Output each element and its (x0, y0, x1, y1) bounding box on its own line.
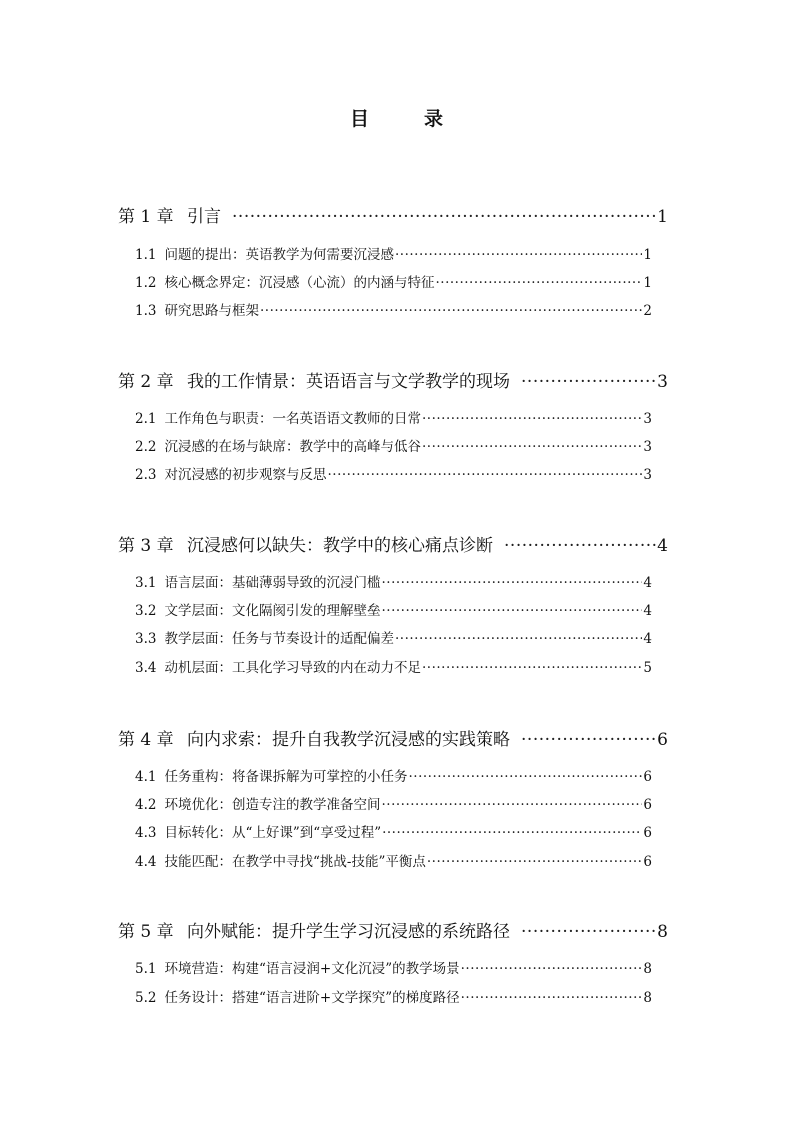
toc-section-entry[interactable] (135, 957, 652, 977)
section-number: 3.1 (135, 575, 157, 591)
section-title: 环境营造：构建“语言浸润+文化沉浸”的教学场景 (164, 961, 460, 977)
page-number: 4 (643, 603, 652, 619)
toc-chapter-entry[interactable] (118, 202, 668, 227)
dot-leader (521, 372, 656, 392)
toc-section-entry[interactable] (135, 986, 652, 1006)
dot-leader (521, 730, 656, 750)
dot-leader (395, 631, 642, 647)
section-title: 沉浸感的在场与缺席：教学中的高峰与低谷 (164, 439, 421, 455)
dot-leader (232, 207, 656, 227)
section-title: 对沉浸感的初步观察与反思 (164, 467, 327, 483)
toc-title: 目 录 (349, 108, 461, 130)
dot-leader (381, 575, 642, 591)
section-label (135, 435, 421, 455)
section-label (135, 656, 421, 676)
toc-section-entry[interactable] (135, 407, 652, 427)
dot-leader (461, 990, 643, 1006)
chapter-label (118, 202, 231, 227)
chapter-number: 第 2 章 (118, 372, 174, 392)
section-title: 动机层面：工具化学习导致的内在动力不足 (164, 660, 421, 676)
toc-section-entry[interactable] (135, 850, 652, 870)
section-label (135, 407, 421, 427)
section-title: 任务设计：搭建“语言进阶+文学探究”的梯度路径 (164, 990, 460, 1006)
page-number: 3 (643, 411, 652, 427)
section-label (135, 571, 380, 591)
dot-leader (521, 922, 656, 942)
section-number: 4.1 (135, 769, 157, 785)
section-number: 4.2 (135, 797, 157, 813)
toc-section-entry[interactable] (135, 821, 652, 841)
page-number: 1 (643, 247, 652, 263)
dot-leader (435, 275, 642, 291)
page-number: 6 (643, 825, 652, 841)
section-label (135, 271, 434, 291)
chapter-number: 第 4 章 (118, 730, 174, 750)
section-title: 文学层面：文化隔阂引发的理解壁垒 (164, 603, 381, 619)
chapter-title: 我的工作情景：英语语言与文学教学的现场 (187, 372, 511, 392)
dot-leader (422, 439, 642, 455)
toc-section-entry[interactable] (135, 271, 652, 291)
page-number: 6 (643, 797, 652, 813)
section-label (135, 599, 380, 619)
section-title: 语言层面：基础薄弱导致的沉浸门槛 (164, 575, 381, 591)
dot-leader (461, 961, 643, 977)
toc-section-entry[interactable] (135, 793, 652, 813)
toc-section-entry[interactable] (135, 463, 652, 483)
section-number: 4.3 (135, 825, 157, 841)
page-number: 3 (657, 372, 668, 392)
section-title: 工作角色与职责：一名英语语文教师的日常 (164, 411, 421, 427)
section-label (135, 463, 326, 483)
toc-chapter-entry[interactable] (118, 367, 668, 392)
toc-chapter-entry[interactable] (118, 531, 668, 556)
section-label (135, 243, 394, 263)
section-number: 1.3 (135, 303, 157, 319)
section-title: 任务重构：将备课拆解为可掌控的小任务 (164, 769, 408, 785)
dot-leader (422, 660, 642, 676)
section-label (135, 793, 380, 813)
section-number: 2.3 (135, 467, 157, 483)
section-number: 2.1 (135, 411, 157, 427)
page-number: 6 (657, 730, 668, 750)
chapter-number: 第 1 章 (118, 207, 174, 227)
dot-leader (327, 467, 642, 483)
dot-leader (381, 797, 642, 813)
page-number: 1 (643, 275, 652, 291)
section-label (135, 299, 259, 319)
chapter-title: 沉浸感何以缺失：教学中的核心痛点诊断 (187, 536, 494, 556)
section-label (135, 850, 426, 870)
section-label (135, 765, 407, 785)
page-number: 5 (643, 660, 652, 676)
section-number: 3.4 (135, 660, 157, 676)
dot-leader (427, 854, 643, 870)
toc-section-entry[interactable] (135, 299, 652, 319)
page-number: 2 (643, 303, 652, 319)
dot-leader (422, 411, 642, 427)
section-number: 1.2 (135, 275, 157, 291)
dot-leader (382, 825, 642, 841)
dot-leader (260, 303, 642, 319)
section-title: 核心概念界定：沉浸感（心流）的内涵与特征 (164, 275, 435, 291)
section-number: 5.2 (135, 990, 157, 1006)
section-title: 研究思路与框架 (164, 303, 259, 319)
section-title: 教学层面：任务与节奏设计的适配偏差 (164, 631, 394, 647)
page-number: 1 (657, 207, 668, 227)
dot-leader (395, 247, 642, 263)
toc-section-entry[interactable] (135, 243, 652, 263)
section-number: 4.4 (135, 854, 157, 870)
chapter-title: 向内求索：提升自我教学沉浸感的实践策略 (187, 730, 511, 750)
page-number: 8 (643, 990, 652, 1006)
section-number: 1.1 (135, 247, 157, 263)
page-number: 4 (657, 536, 668, 556)
page-number: 6 (643, 854, 652, 870)
chapter-label (118, 367, 520, 392)
toc-section-entry[interactable] (135, 435, 652, 455)
page-number: 4 (643, 575, 652, 591)
section-number: 5.1 (135, 961, 157, 977)
toc-section-entry[interactable] (135, 656, 652, 676)
toc-section-entry[interactable] (135, 765, 652, 785)
chapter-number: 第 5 章 (118, 922, 174, 942)
page-number: 8 (657, 922, 668, 942)
chapter-title: 引言 (187, 207, 222, 227)
section-label (135, 986, 460, 1006)
toc-chapter-entry[interactable] (118, 917, 668, 942)
toc-chapter-entry[interactable] (118, 725, 668, 750)
section-number: 3.3 (135, 631, 157, 647)
section-number: 3.2 (135, 603, 157, 619)
chapter-title: 向外赋能：提升学生学习沉浸感的系统路径 (187, 922, 511, 942)
page-number: 6 (643, 769, 652, 785)
section-title: 技能匹配：在教学中寻找“挑战-技能”平衡点 (164, 854, 426, 870)
section-label (135, 821, 381, 841)
section-title: 目标转化：从“上好课”到“享受过程” (164, 825, 382, 841)
section-title: 环境优化：创造专注的教学准备空间 (164, 797, 381, 813)
dot-leader (504, 536, 656, 556)
chapter-label (118, 725, 520, 750)
section-title: 问题的提出：英语教学为何需要沉浸感 (164, 247, 394, 263)
dot-leader (381, 603, 642, 619)
toc-section-entry[interactable] (135, 599, 652, 619)
page-number: 8 (643, 961, 652, 977)
toc-section-entry[interactable] (135, 627, 652, 647)
section-number: 2.2 (135, 439, 157, 455)
chapter-label (118, 531, 503, 556)
dot-leader (408, 769, 642, 785)
chapter-number: 第 3 章 (118, 536, 174, 556)
page-number: 3 (643, 439, 652, 455)
toc-section-entry[interactable] (135, 571, 652, 591)
page-number: 3 (643, 467, 652, 483)
section-label (135, 957, 460, 977)
page-number: 4 (643, 631, 652, 647)
section-label (135, 627, 394, 647)
chapter-label (118, 917, 520, 942)
